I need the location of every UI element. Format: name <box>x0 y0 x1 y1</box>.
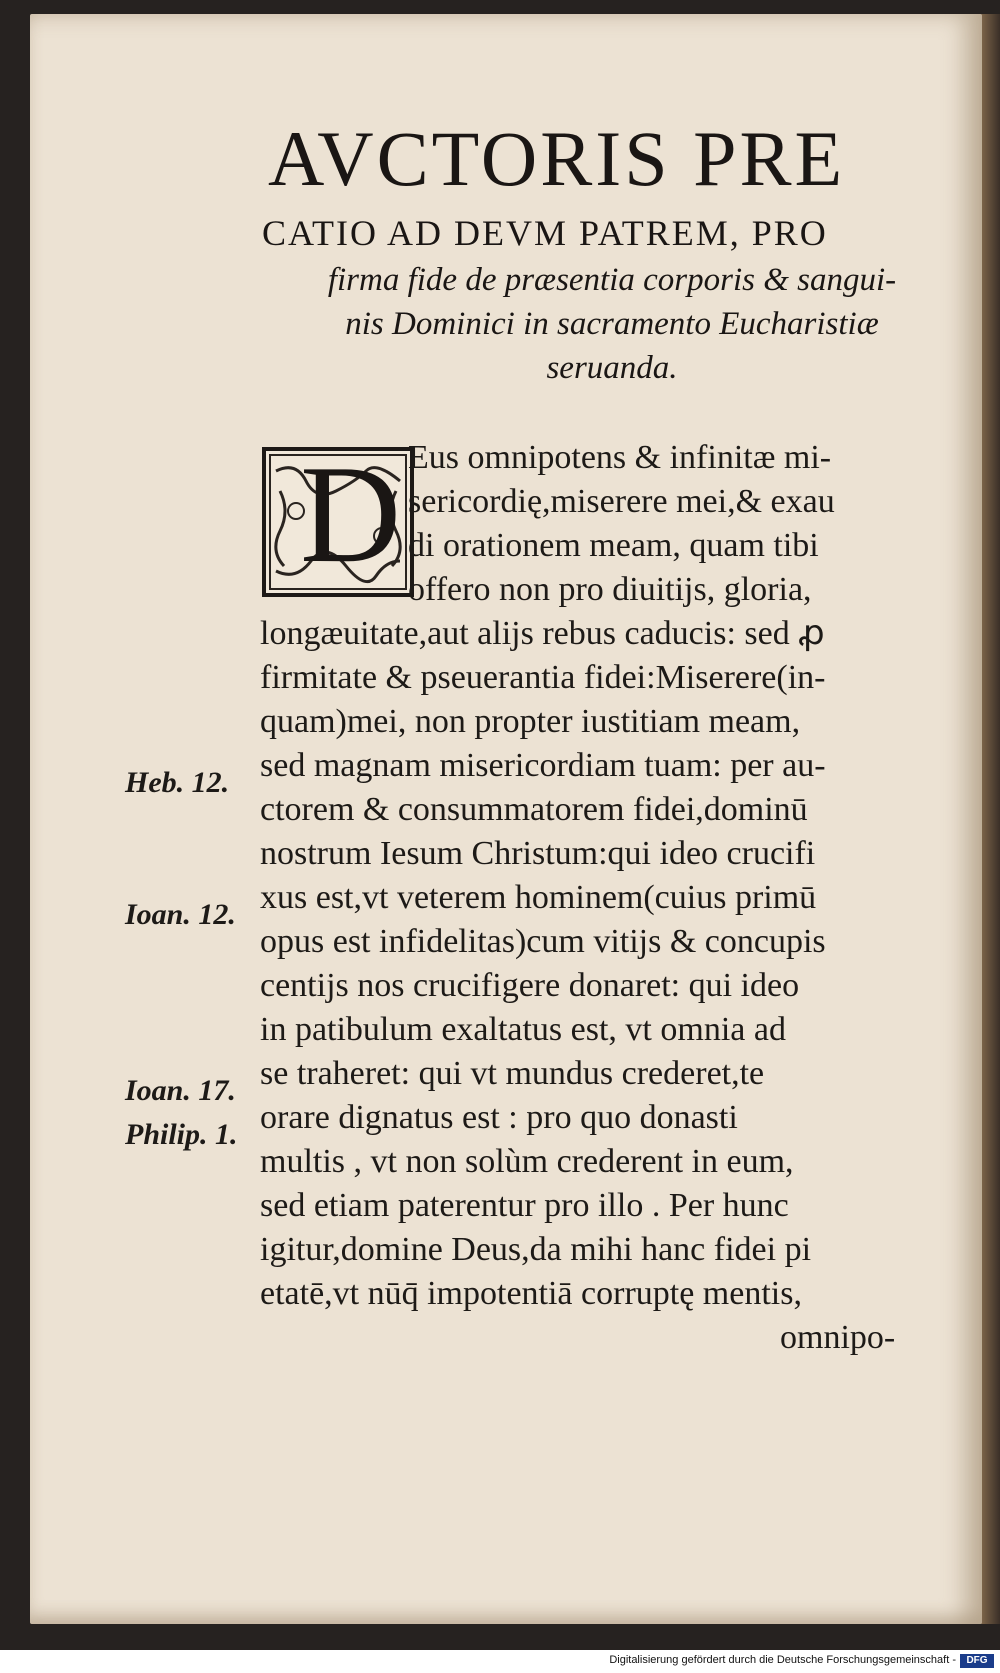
text-line: di orationem meam, quam tibi <box>408 527 819 564</box>
catchword: omnipo- <box>780 1319 896 1356</box>
text-line: nostrum Iesum Christum:qui ideo crucifi <box>260 835 816 872</box>
text-line: etatē,vt nūq̄ impotentiā corruptę mentis, <box>260 1275 802 1312</box>
margin-note: Ioan. 12. <box>125 898 236 931</box>
text-line: xus est,vt veterem hominem(cuius primū <box>260 879 817 916</box>
text-line: centijs nos crucifigere donaret: qui ideo <box>260 967 800 1004</box>
text-line: offero non pro diuitijs, gloria, <box>408 571 812 608</box>
text-line: se traheret: qui vt mundus crederet,te <box>260 1055 765 1092</box>
margin-note: Heb. 12. <box>125 766 230 799</box>
page-subtitle: CATIO AD DEVM PATREM, PRO <box>262 213 828 253</box>
title-italic-line: firma fide de præsentia corporis & sangui- <box>327 262 897 298</box>
text-line: in patibulum exaltatus est, vt omnia ad <box>260 1011 786 1048</box>
text-line: sed magnam misericordiam tuam: per au- <box>260 747 826 784</box>
title-italic-line: seruanda. <box>546 350 678 386</box>
text-line: orare dignatus est : pro quo donasti <box>260 1099 738 1136</box>
text-line: multis , vt non solùm crederent in eum, <box>260 1143 794 1180</box>
text-line: quam)mei, non propter iustitiam meam, <box>260 703 801 740</box>
text-line: opus est infidelitas)cum vitijs & concupis <box>260 923 826 960</box>
text-line: ctorem & consummatorem fidei,dominū <box>260 791 808 828</box>
title-italic-block <box>262 258 962 390</box>
margin-note: Ioan. 17. <box>125 1074 236 1107</box>
text-line: sed etiam paterentur pro illo . Per hunc <box>260 1187 789 1224</box>
drop-cap-letter: D <box>300 437 402 592</box>
title-italic-line: nis Dominici in sacramento Eucharistiæ <box>345 306 879 342</box>
text-line: sericordię,miserere mei,& exau <box>408 483 835 520</box>
text-line: Eus omnipotens & infinitæ mi- <box>408 439 832 476</box>
text-line: firmitate & pseuerantia fidei:Miserere(in- <box>260 659 826 696</box>
margin-note: Philip. 1. <box>125 1118 238 1151</box>
footer-bar <box>0 1650 1000 1673</box>
dfg-logo: DFG <box>960 1654 994 1668</box>
decorated-initial <box>262 437 414 597</box>
funding-credit: Digitalisierung gefördert durch die Deutsche Forschungsgemeinschaft - <box>609 1654 956 1666</box>
page-title: AVCTORIS PRE <box>268 115 846 202</box>
text-line: igitur,domine Deus,da mihi hanc fidei pi <box>260 1231 812 1268</box>
text-line: longæuitate,aut alijs rebus caducis: sed ꝓ <box>260 615 825 652</box>
